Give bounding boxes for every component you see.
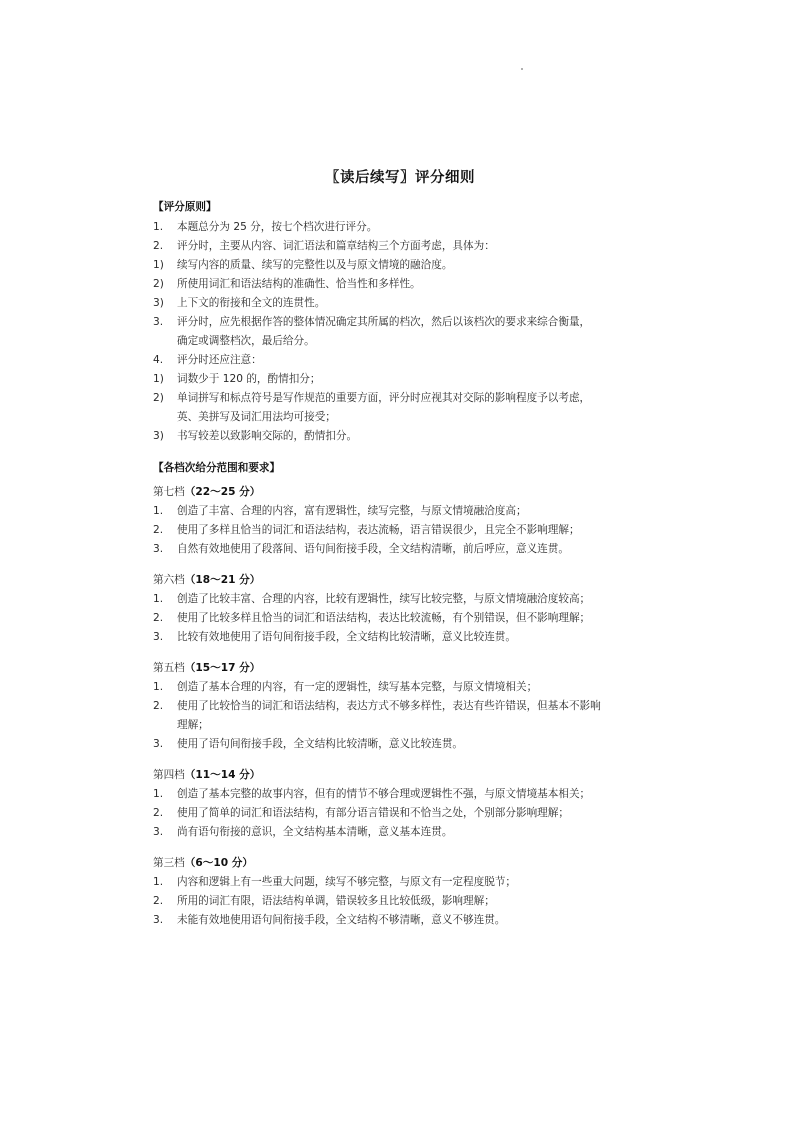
item-text: 上下文的衔接和全文的连贯性。 [177, 297, 326, 309]
list-item-continuation [153, 332, 673, 351]
list-item [153, 237, 673, 256]
item-number: 4. [153, 354, 164, 366]
item-text: 书写较差以致影响交际的，酌情扣分。 [177, 430, 358, 442]
item-text: 使用了语句间衔接手段，全文结构比较清晰，意义比较连贯。 [177, 738, 464, 750]
list-item [153, 540, 673, 559]
item-number: 3) [153, 430, 164, 442]
item-text: 所用的词汇有限，语法结构单调，错误较多且比较低级，影响理解； [177, 895, 495, 907]
band-points: （6～10 分） [184, 857, 253, 869]
document-body [153, 198, 673, 930]
item-text: 使用了简单的词汇和语法结构，有部分语言错误和不恰当之处，个别部分影响理解； [177, 807, 569, 819]
band-name: 第三档 [153, 857, 185, 869]
band-title [153, 766, 673, 785]
list-item [153, 873, 673, 892]
list-item [153, 590, 673, 609]
list-item [153, 609, 673, 628]
list-item [153, 804, 673, 823]
item-number: 3) [153, 297, 164, 309]
list-item [153, 892, 673, 911]
band-title [153, 659, 673, 678]
band-points: （15～17 分） [184, 662, 261, 674]
item-number: 1. [153, 681, 164, 693]
list-item [153, 275, 673, 294]
item-number: 3. [153, 738, 164, 750]
item-text: 使用了多样且恰当的词汇和语法结构，表达流畅，语言错误很少，且完全不影响理解； [177, 524, 580, 536]
item-number: 1. [153, 788, 164, 800]
item-text-continued: 确定或调整档次，最后给分。 [177, 335, 315, 347]
band-points: （11～14 分） [184, 769, 261, 781]
list-item [153, 294, 673, 313]
item-number: 2. [153, 612, 164, 624]
band-points: （22～25 分） [184, 486, 261, 498]
item-text: 词数少于 120 的，酌情扣分； [177, 373, 321, 385]
item-text: 评分时，主要从内容、词汇语法和篇章结构三个方面考虑，具体为： [177, 240, 495, 252]
item-text: 使用了比较恰当的词汇和语法结构，表达方式不够多样性，表达有些许错误，但基本不影响 [177, 700, 601, 712]
item-text-continued: 理解； [177, 719, 209, 731]
list-item [153, 427, 673, 446]
item-text: 尚有语句衔接的意识，全文结构基本清晰，意义基本连贯。 [177, 826, 453, 838]
item-number: 3. [153, 543, 164, 555]
item-number: 2) [153, 278, 164, 290]
item-number: 2) [153, 392, 164, 404]
bands-list [153, 479, 673, 930]
item-number: 1) [153, 259, 164, 271]
list-item [153, 502, 673, 521]
item-text: 比较有效地使用了语句间衔接手段，全文结构比较清晰，意义比较连贯。 [177, 631, 516, 643]
list-item [153, 313, 673, 332]
principles-heading: 【评分原则】 [153, 201, 217, 213]
item-number: 1. [153, 593, 164, 605]
item-number: 3. [153, 914, 164, 926]
item-number: 1. [153, 221, 164, 233]
list-item [153, 521, 673, 540]
item-text: 创造了基本完整的故事内容，但有的情节不够合理或逻辑性不强，与原文情境基本相关； [177, 788, 591, 800]
item-text-continued: 英、美拼写及词汇用法均可接受； [177, 411, 336, 423]
item-text: 内容和逻辑上有一些重大问题，续写不够完整，与原文有一定程度脱节； [177, 876, 516, 888]
item-text: 创造了丰富、合理的内容，富有逻辑性，续写完整，与原文情境融洽度高； [177, 505, 527, 517]
list-item [153, 697, 673, 716]
item-number: 3. [153, 631, 164, 643]
band-name: 第七档 [153, 486, 185, 498]
item-text: 使用了比较多样且恰当的词汇和语法结构，表达比较流畅，有个别错误，但不影响理解； [177, 612, 591, 624]
list-item-continuation [153, 408, 673, 427]
band-points: （18～21 分） [184, 574, 261, 586]
list-item [153, 735, 673, 754]
item-text: 评分时还应注意： [177, 354, 262, 366]
item-text: 创造了基本合理的内容，有一定的逻辑性，续写基本完整，与原文情境相关； [177, 681, 538, 693]
bands-heading: 【各档次给分范围和要求】 [153, 462, 281, 474]
item-text: 本题总分为 25 分，按七个档次进行评分。 [177, 221, 378, 233]
item-number: 3. [153, 826, 164, 838]
document-title: 〖读后续写〗评分细则 [325, 170, 475, 186]
item-number: 1. [153, 876, 164, 888]
item-number: 1) [153, 373, 164, 385]
item-text: 自然有效地使用了段落间、语句间衔接手段，全文结构清晰，前后呼应，意义连贯。 [177, 543, 569, 555]
item-text: 续写内容的质量、续写的完整性以及与原文情境的融洽度。 [177, 259, 453, 271]
list-item [153, 351, 673, 370]
item-text: 未能有效地使用语句间衔接手段，全文结构不够清晰，意义不够连贯。 [177, 914, 506, 926]
list-item-continuation [153, 716, 673, 735]
band-title [153, 854, 673, 873]
item-number: 3. [153, 316, 164, 328]
item-text: 单词拼写和标点符号是写作规范的重要方面，评分时应视其对交际的影响程度予以考虑， [177, 392, 591, 404]
list-item [153, 218, 673, 237]
list-item [153, 785, 673, 804]
item-number: 2. [153, 895, 164, 907]
list-item [153, 678, 673, 697]
band-title [153, 483, 673, 502]
item-number: 2. [153, 807, 164, 819]
item-text: 所使用词汇和语法结构的准确性、恰当性和多样性。 [177, 278, 421, 290]
item-number: 2. [153, 524, 164, 536]
item-number: 2. [153, 700, 164, 712]
list-item [153, 911, 673, 930]
principles-list [153, 218, 673, 446]
item-number: 2. [153, 240, 164, 252]
list-item [153, 823, 673, 842]
list-item [153, 256, 673, 275]
list-item [153, 370, 673, 389]
band-name: 第四档 [153, 769, 185, 781]
list-item [153, 628, 673, 647]
scan-dot [521, 68, 523, 70]
item-text: 评分时，应先根据作答的整体情况确定其所属的档次，然后以该档次的要求来综合衡量， [177, 316, 591, 328]
band-name: 第六档 [153, 574, 185, 586]
band-name: 第五档 [153, 662, 185, 674]
band-title [153, 571, 673, 590]
list-item [153, 389, 673, 408]
item-number: 1. [153, 505, 164, 517]
item-text: 创造了比较丰富、合理的内容，比较有逻辑性，续写比较完整，与原文情境融洽度较高； [177, 593, 591, 605]
